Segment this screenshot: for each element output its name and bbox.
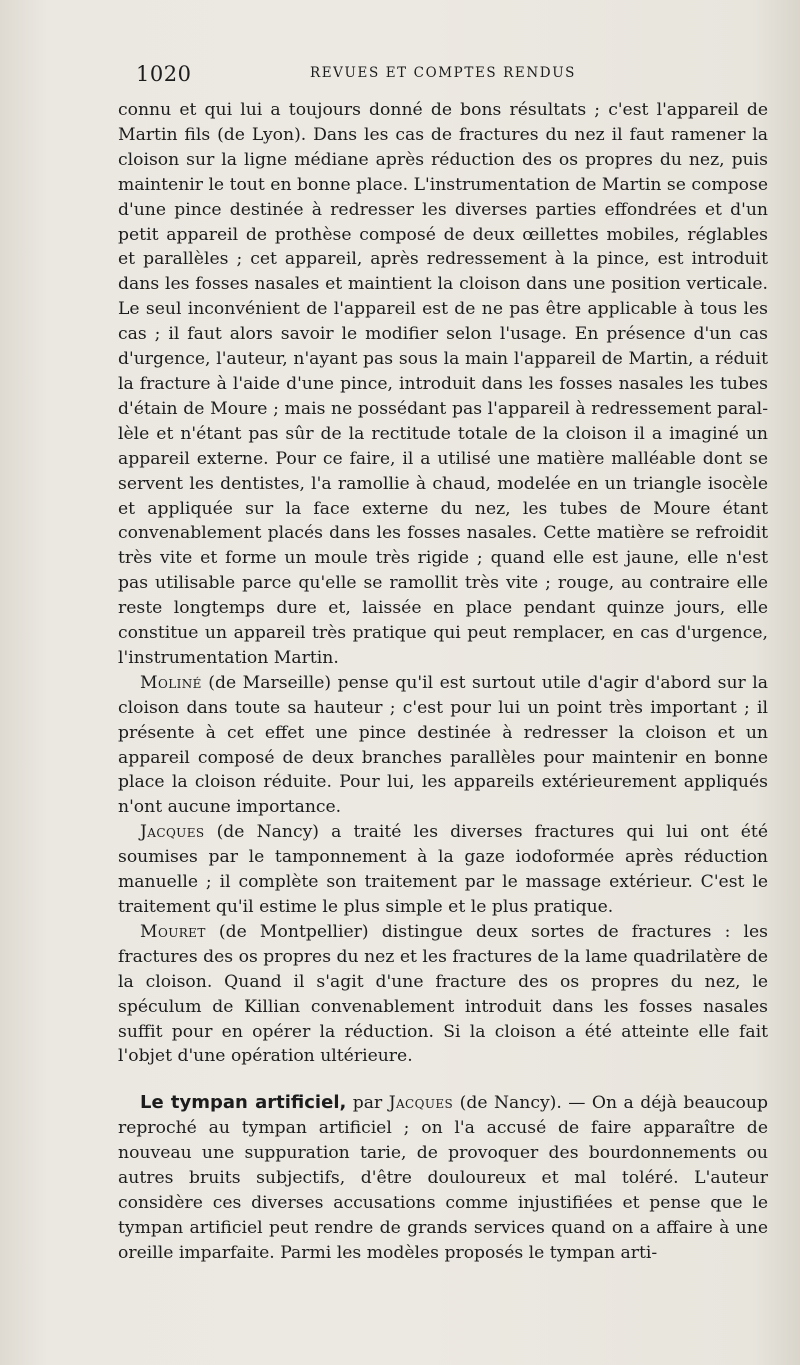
- section-by: par: [346, 1093, 389, 1114]
- paragraph-text: (de Marseille) pense qu'il est surtout utile d'agir d'abord sur la cloison dans toute sa hauteur ; c'est pour lui un point très important ; il présente à cet effet une pince destinée à redresser la cloison et un appareil composé de deux branches parallèles pour maintenir en bonne place la cloison réduite. Pour lui, les appareils extérieurement appliqués n'ont aucune importance.: [118, 672, 768, 818]
- author-name: Jacques: [140, 822, 205, 843]
- running-title: REVUES ET COMPTES RENDUS: [309, 65, 577, 81]
- section-title: Le tympan artificiel,: [140, 1092, 347, 1114]
- page-number: 1020: [136, 62, 192, 86]
- paragraph-text: (de Nancy) a traité les diverses fractures qui lui ont été soumises par le tamponnement à la gaze iodoformée après réduction manuelle ; il complète son traitement par le massage extérieur. C'est le traitement qu'il estime le plus simple et le plus pratique.: [118, 822, 768, 917]
- section-spacer: [118, 1069, 768, 1091]
- article-body: [118, 98, 768, 1266]
- page-header: [118, 62, 768, 92]
- paragraph-molinie: [118, 671, 768, 820]
- author-name: Jacques: [388, 1093, 454, 1114]
- paragraph-text: (de Montpellier) distingue deux sortes de fractures : les fractures des os propres du nez et les fractures de la lame quadrilatère de la cloison. Quand il s'agit d'une fracture des os propres du nez, le spéculum de Killian convenablement introduit dans les fosses nasales suffit pour en opérer la réduction. Si la cloison a été atteinte elle fait l'objet d'une opération ultérieure.: [118, 921, 768, 1067]
- author-name: Moliné: [140, 672, 202, 693]
- paragraph-jacques: [118, 820, 768, 920]
- paragraph-martin: connu et qui lui a toujours donné de bons résultats ; c'est l'appareil de Martin fils (de Lyon). Dans les cas de fractures du nez il faut ramener la cloison sur la ligne médiane après réduction des os propres du nez, puis maintenir le tout en bonne place. L'instrumentation de Martin se compose d'une pince destinée à redresser les diverses parties effondrées et d'un petit appareil de prothèse composé de deux œillettes mobiles, réglables et parallèles ; cet appareil, après redressement à la pince, est introduit dans les fosses nasales et maintient la cloison dans une position verticale. Le seul inconvénient de l'appareil est de ne pas être applicable à tous les cas ; il faut alors savoir le modifier selon l'usage. En présence d'un cas d'urgence, l'auteur, n'ayant pas sous la main l'appareil de Martin, a réduit la fracture à l'aide d'une pince, introduit dans les fosses nasales les tubes d'étain de Moure ; mais ne possédant pas l'appareil à redressement parallèle et n'étant pas sûr de la rectitude totale de la cloison il a imaginé un appareil externe. Pour ce faire, il a utilisé une matière malléable dont se servent les dentistes, l'a ramollie à chaud, modelée en un triangle isocèle et appliquée sur la face externe du nez, les tubes de Moure étant convenablement placés dans les fosses nasales. Cette matière se refroidit très vite et forme un moule très rigide ; quand elle est jaune, elle n'est pas utilisable parce qu'elle se ramollit très vite ; rouge, au contraire elle reste longtemps dure et, laissée en place pendant quinze jours, elle constitue un appareil très pratique qui peut remplacer, en cas d'urgence, l'instrumentation Martin.: [118, 100, 768, 668]
- author-name: Mouret: [140, 921, 206, 942]
- paragraph-mouret: [118, 920, 768, 1069]
- section-text: (de Nancy). — On a déjà beaucoup reproché au tympan artificiel ; on l'a accusé de faire apparaître de nouveau une suppuration tarie, de provoquer des bourdonnements ou autres bruits subjectifs, d'être douloureux et mal toléré. L'auteur considère ces diverses accusations comme injustifiées et pense que le tympan artificiel peut rendre de grands services quand on a affaire à une oreille imparfaite. Parmi les modèles proposés le tympan arti-: [118, 1093, 768, 1263]
- section-tympan: [118, 1091, 768, 1265]
